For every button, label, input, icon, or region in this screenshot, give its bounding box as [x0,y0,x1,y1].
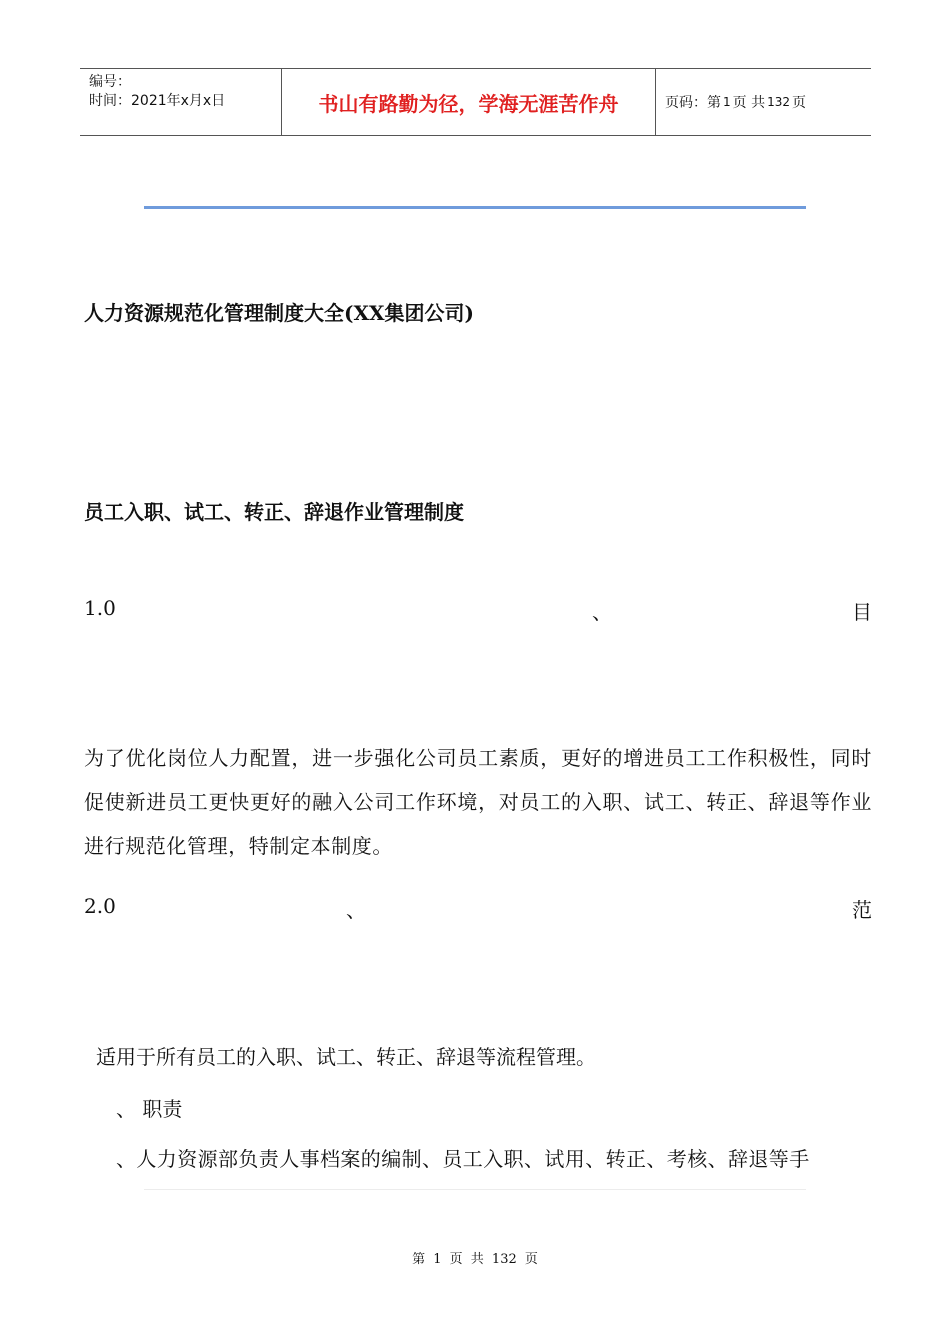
header-table [80,68,871,136]
document-time-label: 时间：2021年x月x日 [89,93,226,109]
page-mid: 页 共 [732,95,766,111]
page-current: 1 [723,95,731,109]
document-title: 人力资源规范化管理制度大全(XX集团公司) [84,301,474,325]
header-meta-cell [80,69,282,135]
section-2-number: 2.0 [84,894,116,918]
section-1-number: 1.0 [84,596,116,620]
page-suffix: 页 [792,95,806,111]
section-title: 员工入职、试工、转正、辞退作业管理制度 [84,500,464,524]
header-divider [144,206,806,209]
header-page-cell [656,69,871,135]
footer-divider [144,1189,806,1190]
duty-item: 、人力资源部负责人事档案的编制、员工入职、试用、转正、考核、辞退等手 [116,1147,810,1171]
header-motto-cell [282,69,656,135]
section-2-separator: 、 [346,898,366,922]
page-footer: 第 1 页 共 132 页 [412,1252,538,1267]
section-1-separator: 、 [592,600,612,624]
section-2-word: 范 [852,898,872,922]
purpose-paragraph: 为了优化岗位人力配置，进一步强化公司员工素质，更好的增进员工工作积极性，同时促使新进员工更快更好的融入公司工作环境，对员工的入职、试工、转正、辞退等作业进行规范化管理，特制定本制度。 [84,746,872,858]
document-number-label: 编号： [89,74,131,90]
page-total: 132 [767,95,790,109]
page-prefix: 页码：第 [665,95,721,111]
scope-paragraph: 适用于所有员工的入职、试工、转正、辞退等流程管理。 [96,1045,596,1069]
section-1-heading [84,596,872,626]
section-2-heading [84,894,872,924]
duty-heading: 、 职责 [116,1097,183,1121]
section-1-word: 目 [852,600,872,624]
motto-text: 书山有路勤为径，学海无涯苦作舟 [318,91,619,116]
